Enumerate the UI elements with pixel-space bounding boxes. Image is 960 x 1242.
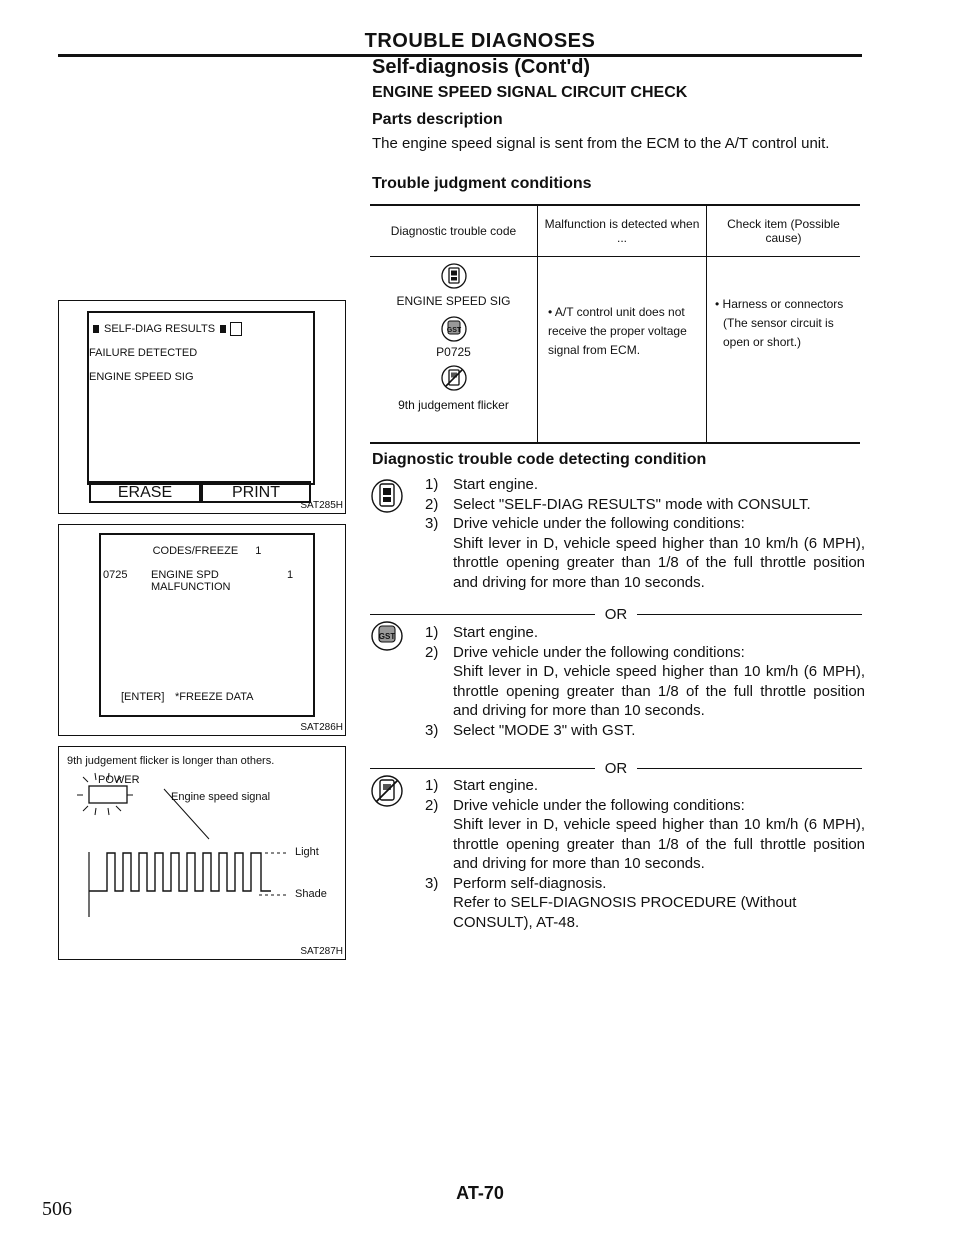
step-text: Start engine. [453,777,539,794]
item-count: 1 [287,569,294,581]
step-text: Drive vehicle under the following conditions: [453,515,745,532]
step-text: Drive vehicle under the following conditions: [453,643,745,661]
section-subtitle: Self-diagnosis (Cont'd) [372,56,591,78]
marker-block [93,325,99,333]
power-label: POWER [98,774,140,786]
marker-block [220,325,226,333]
step-text: Drive vehicle under the following conditions: [453,796,745,814]
gst-icon [370,620,404,652]
col-header-malfunction: Malfunction is detected when ... [538,205,707,257]
enter-key[interactable]: [ENTER] [121,691,165,703]
figure-flicker-signal [58,746,346,960]
or-divider [370,760,862,777]
step-text: Select "SELF-DIAG RESULTS" mode with CONSULT. [453,495,811,513]
figure-codes-freeze-screen [58,524,346,736]
step-number: 2) [425,495,439,513]
step-detail: Shift lever in D, vehicle speed higher than 10 km/h (6 MPH), throttle opening greater than 1/8 of the full throttle position and driving for more than 10 seconds. [453,534,865,591]
check-item-circuit: (The sensor circuit is open or short.) [723,316,834,349]
col-header-code: Diagnostic trouble code [370,205,538,257]
screen-title: CODES/FREEZE [152,545,239,557]
freeze-data-label: *FREEZE DATA [175,691,254,703]
code-number: 0725 [103,569,128,581]
step-number: 1) [425,624,439,641]
or-label: OR [604,760,628,777]
item-name: ENGINE SPD [151,569,219,581]
step-detail: Shift lever in D, vehicle speed higher than 10 km/h (6 MPH), throttle opening greater than 1/8 of the full throttle position and driving for more than 10 seconds. [453,663,865,719]
power-lamp [89,786,127,803]
screen-line-failure: FAILURE DETECTED [89,347,198,359]
shade-label: Shade [295,888,327,900]
gst-icon [441,316,467,342]
judgment-table [370,204,860,444]
screen-title-count: 1 [255,545,262,557]
step-number: 3) [425,515,439,532]
code-flicker: 9th judgement flicker [398,398,509,412]
square-wave [89,853,271,891]
check-cell [707,257,861,444]
screen-title-row [93,322,242,336]
step-detail: Refer to SELF-DIAGNOSIS PROCEDURE (Without CONSULT), AT-48. [453,894,797,931]
parts-text: The engine speed signal is sent from the ECM to the A/T control unit. [372,135,830,152]
detect-heading: Diagnostic trouble code detecting condition [372,451,707,468]
screen-title-row [101,545,313,557]
erase-button[interactable]: ERASE [89,481,201,503]
step-detail: Shift lever in D, vehicle speed higher than 10 km/h (6 MPH), throttle opening greater than 1/8 of the full throttle position and driving for more than 10 seconds. [453,816,865,872]
step-number: 1) [425,777,439,794]
step-number: 3) [425,874,439,892]
figure-code: SAT285H [300,500,343,511]
no-tools-icon [370,774,404,808]
code-p0725: P0725 [436,345,471,359]
consult-icon [441,263,467,289]
svg-text:GST: GST [378,632,396,641]
item-malfunction: MALFUNCTION [151,581,231,593]
step-text: Select "MODE 3" with GST. [453,721,636,739]
svg-text:GST: GST [446,327,461,334]
figure-code: SAT286H [300,722,343,733]
checkbox-icon [230,322,242,336]
consult-icon [370,478,404,514]
step-text: Start engine. [453,624,539,641]
figure-caption: 9th judgement flicker is longer than others. [67,755,275,767]
step-number: 2) [425,796,439,814]
step-number: 3) [425,721,439,739]
figure-code: SAT287H [300,946,343,957]
step-text: Perform self-diagnosis. [453,874,607,892]
print-button[interactable]: PRINT [201,481,311,503]
detect-group-gst [425,623,865,740]
page-number-section: AT-70 [456,1183,504,1203]
or-divider [370,606,862,623]
consult-screen [87,311,315,485]
trouble-heading: Trouble judgment conditions [372,175,592,192]
code-cell [370,257,538,444]
step-text: Start engine. [453,476,539,493]
page-header-title: TROUBLE DIAGNOSES [364,30,596,52]
col-header-check: Check item (Possible cause) [727,217,840,245]
no-tools-icon [441,365,467,391]
page-number: 506 [42,1198,72,1220]
detect-group-consult [425,475,865,592]
code-engine-speed-sig: ENGINE SPEED SIG [396,294,511,308]
check-item-harness: • Harness or connectors [715,297,844,311]
malfunction-cell: • A/T control unit does not receive the proper voltage signal from ECM. [538,257,707,444]
light-label: Light [295,846,319,858]
or-label: OR [604,606,628,623]
screen-title: SELF-DIAG RESULTS [104,323,216,335]
screen-line-engine: ENGINE SPEED SIG [89,371,194,383]
figure-self-diag-screen [58,300,346,514]
step-number: 2) [425,643,439,661]
detect-group-self [425,776,865,932]
signal-label: Engine speed signal [171,791,271,803]
step-number: 1) [425,476,439,493]
parts-heading: Parts description [372,111,503,128]
section-heading: ENGINE SPEED SIGNAL CIRCUIT CHECK [372,84,688,101]
gst-screen [99,533,315,717]
